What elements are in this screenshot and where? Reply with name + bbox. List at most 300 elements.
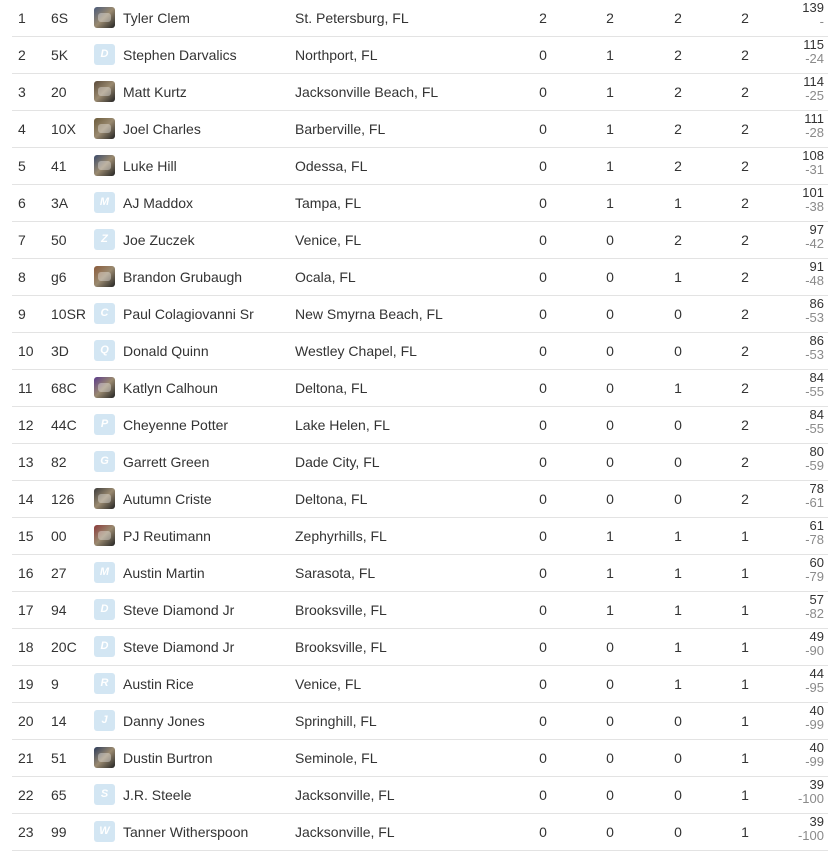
driver-avatar[interactable]: M [94,562,115,583]
driver-name-link[interactable]: Steve Diamond Jr [123,602,235,618]
starts-count: 2 [741,269,749,285]
starts-count: 2 [741,343,749,359]
car-number: 50 [51,232,67,248]
wins-count: 0 [539,454,547,470]
starts-count: 1 [741,824,749,840]
points-behind: -100 [797,791,824,806]
points-total: 139 [802,0,824,15]
table-row[interactable] [12,148,828,185]
driver-avatar[interactable]: Z [94,229,115,250]
car-number: 6S [51,10,69,26]
starts-count: 2 [741,380,749,396]
hometown: Zephyrhills, FL [295,528,387,544]
hometown: Barberville, FL [295,121,386,137]
starts-count: 2 [741,47,749,63]
position: 2 [18,47,26,63]
starts-count: 2 [741,454,749,470]
position: 22 [18,787,34,803]
top2-count: 0 [606,454,614,470]
wins-count: 0 [539,565,547,581]
top2-count: 0 [606,306,614,322]
driver-avatar[interactable] [94,488,115,509]
wins-count: 2 [539,10,547,26]
driver-avatar[interactable]: D [94,44,115,65]
table-row[interactable] [12,111,828,148]
car-number: 5K [51,47,69,63]
car-number: g6 [51,269,67,285]
driver-avatar[interactable]: J [94,710,115,731]
top3-count: 0 [674,824,682,840]
position: 18 [18,639,34,655]
top2-count: 2 [606,10,614,26]
points-cell [805,482,824,510]
driver-avatar[interactable]: Q [94,340,115,361]
hometown: Lake Helen, FL [295,417,390,433]
table-row[interactable] [12,518,828,555]
table-row[interactable] [12,777,828,814]
points-behind: -99 [805,754,824,769]
car-number: 14 [51,713,67,729]
points-total: 91 [809,259,824,274]
table-row[interactable] [12,629,828,666]
table-row[interactable] [12,333,828,370]
wins-count: 0 [539,380,547,396]
hometown: Venice, FL [295,232,362,248]
position: 6 [18,195,26,211]
top2-count: 0 [606,343,614,359]
points-behind: -24 [805,51,824,66]
points-cell [805,519,824,547]
top3-count: 1 [674,565,682,581]
wins-count: 0 [539,269,547,285]
points-total: 86 [809,296,824,311]
hometown: Ocala, FL [295,269,356,285]
top2-count: 0 [606,750,614,766]
top3-count: 0 [674,454,682,470]
top3-count: 1 [674,195,682,211]
driver-name-link[interactable]: Cheyenne Potter [123,417,229,433]
top3-count: 0 [674,713,682,729]
top2-count: 0 [606,824,614,840]
starts-count: 2 [741,491,749,507]
position: 21 [18,750,34,766]
top2-count: 0 [606,232,614,248]
starts-count: 2 [741,417,749,433]
hometown: St. Petersburg, FL [295,10,409,26]
table-row[interactable] [12,259,828,296]
hometown: Seminole, FL [295,750,378,766]
wins-count: 0 [539,417,547,433]
position: 3 [18,84,26,100]
points-behind: -99 [805,717,824,732]
wins-count: 0 [539,491,547,507]
position: 1 [18,10,26,26]
driver-name-link[interactable]: Tyler Clem [123,10,190,26]
table-row[interactable] [12,185,828,222]
points-cell [805,334,824,362]
driver-name-link[interactable]: Danny Jones [123,713,205,729]
car-number: 20C [51,639,77,655]
car-number: 20 [51,84,67,100]
wins-count: 0 [539,602,547,618]
top2-count: 0 [606,491,614,507]
table-row[interactable] [12,37,828,74]
top2-count: 1 [606,121,614,137]
points-behind: -55 [805,421,824,436]
hometown: Brooksville, FL [295,639,387,655]
driver-name-link[interactable]: Dustin Burtron [123,750,213,766]
points-cell [805,223,824,251]
starts-count: 2 [741,232,749,248]
points-behind: -53 [805,347,824,362]
position: 20 [18,713,34,729]
points-total: 40 [809,703,824,718]
position: 8 [18,269,26,285]
starts-count: 2 [741,10,749,26]
points-cell [805,556,824,584]
hometown: Northport, FL [295,47,378,63]
points-cell [805,704,824,732]
driver-avatar[interactable]: D [94,599,115,620]
driver-name-link[interactable]: Steve Diamond Jr [123,639,235,655]
position: 13 [18,454,34,470]
wins-count: 0 [539,713,547,729]
driver-avatar[interactable]: G [94,451,115,472]
table-row[interactable] [12,370,828,407]
wins-count: 0 [539,232,547,248]
points-cell [805,297,824,325]
car-number: 65 [51,787,67,803]
hometown: Jacksonville Beach, FL [295,84,439,100]
car-number: 9 [51,676,59,692]
points-total: 39 [809,777,824,792]
driver-name-link[interactable]: Garrett Green [123,454,210,470]
points-behind: - [819,14,824,29]
points-behind: -31 [805,162,824,177]
points-behind: -42 [805,236,824,251]
hometown: Springhill, FL [295,713,377,729]
wins-count: 0 [539,84,547,100]
points-total: 78 [809,481,824,496]
points-cell [805,371,824,399]
top3-count: 1 [674,676,682,692]
driver-avatar[interactable] [94,118,115,139]
wins-count: 0 [539,121,547,137]
car-number: 3A [51,195,69,211]
top3-count: 0 [674,491,682,507]
car-number: 41 [51,158,67,174]
hometown: Odessa, FL [295,158,368,174]
starts-count: 2 [741,306,749,322]
points-total: 108 [802,148,824,163]
points-behind: -25 [805,88,824,103]
starts-count: 1 [741,602,749,618]
wins-count: 0 [539,343,547,359]
wins-count: 0 [539,787,547,803]
car-number: 82 [51,454,67,470]
top3-count: 1 [674,639,682,655]
starts-count: 1 [741,639,749,655]
hometown: Tampa, FL [295,195,362,211]
points-total: 86 [809,333,824,348]
points-cell [798,778,824,806]
top3-count: 0 [674,306,682,322]
points-cell [802,149,824,177]
top3-count: 2 [674,47,682,63]
points-cell [805,260,824,288]
driver-avatar[interactable]: S [94,784,115,805]
points-behind: -79 [805,569,824,584]
driver-name-link[interactable]: Austin Rice [123,676,194,692]
position: 17 [18,602,34,618]
wins-count: 0 [539,47,547,63]
top2-count: 0 [606,269,614,285]
points-cell [803,38,824,66]
driver-avatar[interactable]: C [94,303,115,324]
standings-table [12,0,828,851]
top2-count: 0 [606,380,614,396]
points-cell [805,408,824,436]
table-row[interactable] [12,296,828,333]
top3-count: 1 [674,602,682,618]
hometown: Brooksville, FL [295,602,387,618]
top2-count: 1 [606,602,614,618]
position: 5 [18,158,26,174]
driver-name-link[interactable]: PJ Reutimann [123,528,211,544]
driver-avatar[interactable] [94,377,115,398]
starts-count: 1 [741,750,749,766]
position: 23 [18,824,34,840]
points-cell [803,75,824,103]
position: 12 [18,417,34,433]
points-behind: -82 [805,606,824,621]
top3-count: 1 [674,528,682,544]
driver-name-link[interactable]: Autumn Criste [123,491,212,507]
car-number: 10SR [51,306,87,322]
driver-name-link[interactable]: Joel Charles [123,121,201,137]
points-behind: -95 [805,680,824,695]
position: 14 [18,491,34,507]
car-number: 51 [51,750,67,766]
starts-count: 1 [741,676,749,692]
points-total: 101 [802,185,824,200]
table-row[interactable] [12,555,828,592]
position: 16 [18,565,34,581]
driver-avatar[interactable] [94,81,115,102]
points-total: 57 [809,592,824,607]
driver-avatar[interactable]: M [94,192,115,213]
car-number: 94 [51,602,67,618]
points-cell [804,112,824,140]
position: 15 [18,528,34,544]
hometown: Sarasota, FL [295,565,376,581]
points-total: 80 [809,444,824,459]
driver-name-link[interactable]: Donald Quinn [123,343,209,359]
points-behind: -53 [805,310,824,325]
points-behind: -78 [805,532,824,547]
table-row[interactable] [12,444,828,481]
hometown: Venice, FL [295,676,362,692]
wins-count: 0 [539,195,547,211]
driver-name-link[interactable]: Austin Martin [123,565,205,581]
driver-avatar[interactable]: R [94,673,115,694]
top3-count: 0 [674,787,682,803]
table-row[interactable] [12,740,828,777]
top3-count: 2 [674,232,682,248]
driver-avatar[interactable]: D [94,636,115,657]
points-cell [805,630,824,658]
points-total: 97 [809,222,824,237]
starts-count: 2 [741,158,749,174]
driver-name-link[interactable]: Katlyn Calhoun [123,380,218,396]
driver-name-link[interactable]: Paul Colagiovanni Sr [123,306,254,322]
points-behind: -28 [805,125,824,140]
hometown: Jacksonville, FL [295,824,395,840]
table-row[interactable] [12,481,828,518]
driver-avatar[interactable] [94,266,115,287]
position: 19 [18,676,34,692]
table-row[interactable] [12,0,828,37]
car-number: 10X [51,121,76,137]
driver-avatar[interactable] [94,7,115,28]
hometown: Deltona, FL [295,491,368,507]
starts-count: 1 [741,528,749,544]
driver-avatar[interactable]: P [94,414,115,435]
starts-count: 2 [741,121,749,137]
car-number: 27 [51,565,67,581]
points-total: 61 [809,518,824,533]
top3-count: 2 [674,84,682,100]
car-number: 00 [51,528,67,544]
wins-count: 0 [539,158,547,174]
top3-count: 0 [674,343,682,359]
position: 4 [18,121,26,137]
points-total: 60 [809,555,824,570]
wins-count: 0 [539,750,547,766]
points-total: 114 [803,74,824,89]
top2-count: 1 [606,565,614,581]
position: 10 [18,343,34,359]
top2-count: 1 [606,158,614,174]
driver-name-link[interactable]: Stephen Darvalics [123,47,237,63]
starts-count: 1 [741,787,749,803]
points-cell [805,445,824,473]
driver-name-link[interactable]: AJ Maddox [123,195,194,211]
top2-count: 1 [606,195,614,211]
points-behind: -55 [805,384,824,399]
table-row[interactable] [12,814,828,851]
car-number: 68C [51,380,77,396]
driver-name-link[interactable]: J.R. Steele [123,787,192,803]
points-cell [805,593,824,621]
wins-count: 0 [539,639,547,655]
starts-count: 2 [741,195,749,211]
top2-count: 1 [606,84,614,100]
top2-count: 0 [606,787,614,803]
points-total: 40 [809,740,824,755]
driver-avatar[interactable] [94,747,115,768]
points-total: 84 [809,370,824,385]
top2-count: 1 [606,47,614,63]
points-cell [802,1,824,29]
points-total: 115 [803,37,824,52]
wins-count: 0 [539,528,547,544]
starts-count: 2 [741,84,749,100]
top3-count: 2 [674,10,682,26]
points-cell [805,741,824,769]
driver-name-link[interactable]: Matt Kurtz [123,84,187,100]
driver-avatar[interactable]: W [94,821,115,842]
top2-count: 0 [606,417,614,433]
driver-avatar[interactable] [94,525,115,546]
points-behind: -48 [805,273,824,288]
top3-count: 0 [674,750,682,766]
hometown: Dade City, FL [295,454,380,470]
starts-count: 1 [741,713,749,729]
driver-name-link[interactable]: Luke Hill [123,158,177,174]
driver-name-link[interactable]: Tanner Witherspoon [123,824,249,840]
driver-name-link[interactable]: Joe Zuczek [123,232,195,248]
position: 7 [18,232,26,248]
top2-count: 1 [606,528,614,544]
points-cell [805,667,824,695]
hometown: Westley Chapel, FL [295,343,417,359]
wins-count: 0 [539,676,547,692]
points-behind: -38 [805,199,824,214]
top3-count: 1 [674,269,682,285]
table-row[interactable] [12,592,828,629]
table-row[interactable] [12,666,828,703]
points-total: 84 [809,407,824,422]
points-behind: -61 [805,495,824,510]
car-number: 44C [51,417,77,433]
top3-count: 2 [674,121,682,137]
points-behind: -100 [797,828,824,843]
car-number: 126 [51,491,75,507]
points-total: 39 [809,814,824,829]
table-row[interactable] [12,222,828,259]
starts-count: 1 [741,565,749,581]
hometown: Jacksonville, FL [295,787,395,803]
position: 9 [18,306,26,322]
points-behind: -59 [805,458,824,473]
car-number: 99 [51,824,67,840]
position: 11 [18,380,33,396]
table-row[interactable] [12,703,828,740]
driver-avatar[interactable] [94,155,115,176]
wins-count: 0 [539,824,547,840]
points-total: 44 [809,666,824,681]
hometown: Deltona, FL [295,380,368,396]
top3-count: 2 [674,158,682,174]
driver-name-link[interactable]: Brandon Grubaugh [123,269,243,285]
top3-count: 1 [674,380,682,396]
table-row[interactable] [12,407,828,444]
top3-count: 0 [674,417,682,433]
hometown: New Smyrna Beach, FL [295,306,443,322]
points-total: 49 [809,629,824,644]
top2-count: 0 [606,713,614,729]
points-behind: -90 [805,643,824,658]
wins-count: 0 [539,306,547,322]
points-total: 111 [804,111,824,126]
points-cell [802,186,824,214]
top2-count: 0 [606,676,614,692]
points-cell [798,815,824,843]
top2-count: 0 [606,639,614,655]
table-row[interactable] [12,74,828,111]
car-number: 3D [51,343,69,359]
